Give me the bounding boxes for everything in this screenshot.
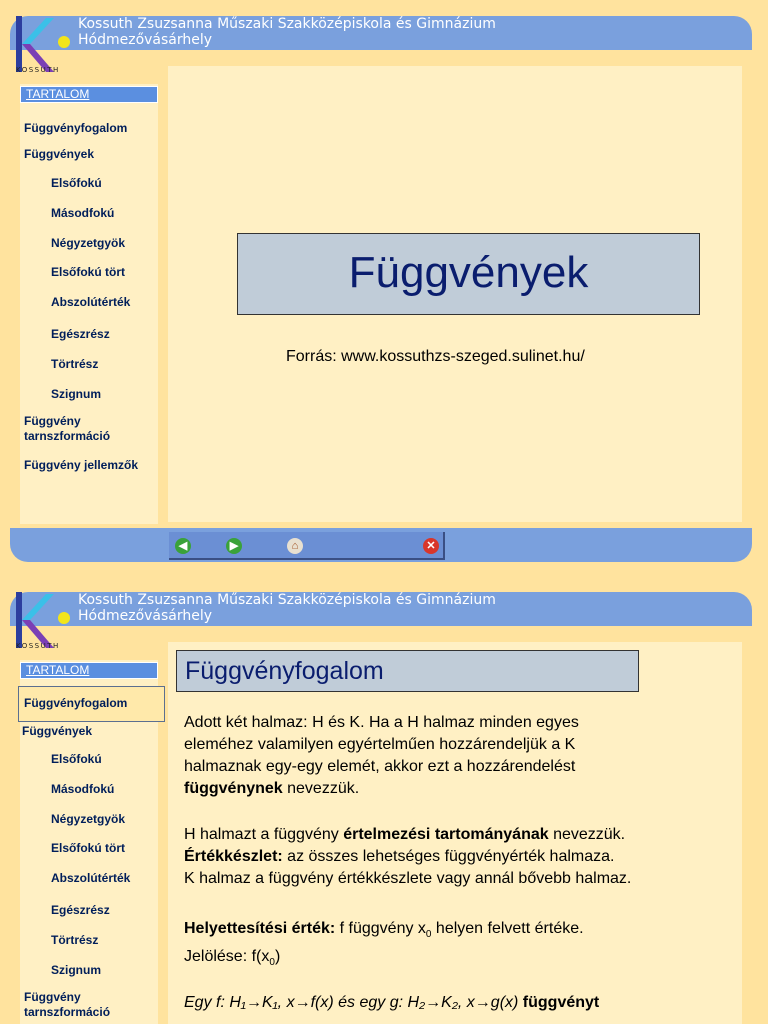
text-line [184,992,744,1014]
text-line [184,824,744,846]
nav-fuggveny-jellemzok[interactable]: Függvény jellemzők [24,458,139,472]
nav-tortresz[interactable]: Törtrész [51,357,99,371]
logo-word: KOSSUTH [16,66,60,74]
nav-masodfoku[interactable]: Másodfokú [51,206,115,220]
slide-2 [0,576,768,1024]
nav-elsofoku-tort[interactable]: Elsőfokú tört [51,265,125,279]
bold-term: értelmezési tartományának [343,826,549,843]
subscript: 0 [269,957,275,969]
domain-range-paragraph [184,824,744,890]
slide-title: Függvények [237,233,700,315]
school-name-line2: Hódmezővásárhely [78,32,213,48]
nav-tortresz[interactable]: Törtrész [51,933,99,947]
bold-term: Helyettesítési érték: [184,920,336,937]
nav-szignum[interactable]: Szignum [51,387,101,401]
text-span: H halmazt a függvény [184,826,344,843]
nav-egeszresz[interactable]: Egészrész [51,327,110,341]
text-span: nevezzük. [282,780,360,797]
nav-elsofoku-tort[interactable]: Elsőfokú tört [51,841,125,855]
nav-elsofoku[interactable]: Elsőfokú [51,176,102,190]
nav-fuggvenyek[interactable]: Függvények [24,147,95,161]
nav-masodfoku[interactable]: Másodfokú [51,782,115,796]
text-span: nevezzük. [548,826,626,843]
sidebar [20,660,158,1024]
nav-elsofoku[interactable]: Elsőfokú [51,752,102,766]
school-name-line1: Kossuth Zsuzsanna Műszaki Szakközépiskola és Gimnázium [78,16,496,32]
italic-text: Egy f: H₁→K₁, x→f(x) és egy g: H₂→K₂, x→g(x) [184,994,519,1011]
close-icon[interactable]: ✕ [423,538,439,554]
sidebar [20,84,158,524]
bold-term: függvényt [518,994,600,1011]
nav-label-line2: tarnszformáció [24,1005,111,1019]
nav-label-line2: tarnszformáció [24,429,111,443]
nav-negyzetgyok[interactable]: Négyzetgyök [51,236,126,250]
school-name [78,16,496,48]
nav-abszoluterek[interactable]: Abszolútérték [51,295,131,309]
bold-term: Értékkészlet: [184,848,283,865]
logo-word: KOSSUTH [16,642,60,650]
text-line [184,946,744,974]
nav-label-line1: Függvény [24,414,81,428]
text-span: az összes lehetséges függvényérték halmaza. [282,848,615,865]
school-name [78,592,496,624]
back-arrow-icon[interactable]: ◀ [175,538,191,554]
substitution-paragraph [184,918,744,974]
text-line [184,778,744,800]
sidebar-title-link[interactable]: TARTALOM [20,86,158,103]
nav-abszoluterek[interactable]: Abszolútérték [51,871,131,885]
text-span: ) [274,948,281,966]
source-text: Forrás: www.kossuthzs-szeged.sulinet.hu/ [286,348,585,365]
text-line: eleméhez valamilyen egyértelműen hozzárendeljük a K [184,736,576,753]
nav-fuggvenyek[interactable]: Függvények [22,724,93,738]
navigation-bar [169,532,445,560]
text-line [184,846,744,868]
text-line: Adott két halmaz: H és K. Ha a H halmaz minden egyes [184,714,579,731]
definition-paragraph [184,712,744,800]
nav-fuggveny-transzformacio[interactable] [24,990,110,1020]
nav-fuggvenyfogalom[interactable]: Függvényfogalom [24,121,128,135]
nav-label-line1: Függvény [24,990,81,1004]
text-span: Jelölése: f(x [184,948,270,966]
subscript: 0 [425,929,432,941]
forward-arrow-icon[interactable]: ▶ [226,538,242,554]
text-line: K halmaz a függvény értékkészlete vagy annál bővebb halmaz. [184,870,632,887]
nav-fuggveny-transzformacio[interactable] [24,414,110,444]
school-name-line2: Hódmezővásárhely [78,608,213,624]
nav-negyzetgyok[interactable]: Négyzetgyök [51,812,126,826]
bold-term: függvénynek [184,780,283,797]
sidebar-title-link[interactable]: TARTALOM [20,662,158,679]
text-span: f függvény x [335,920,426,937]
nav-egeszresz[interactable]: Egészrész [51,903,110,917]
text-span: helyen felvett értéke. [431,920,584,937]
text-line [184,918,744,946]
home-icon[interactable]: ⌂ [287,538,303,554]
text-line: halmaznak egy-egy elemét, akkor ezt a hozzárendelést [184,758,576,775]
nav-fuggvenyfogalom-active[interactable]: Függvényfogalom [18,686,165,722]
nav-szignum[interactable]: Szignum [51,963,101,977]
school-name-line1: Kossuth Zsuzsanna Műszaki Szakközépiskola és Gimnázium [78,592,496,608]
slide-title: Függvényfogalom [176,650,639,692]
composition-paragraph [184,992,744,1014]
